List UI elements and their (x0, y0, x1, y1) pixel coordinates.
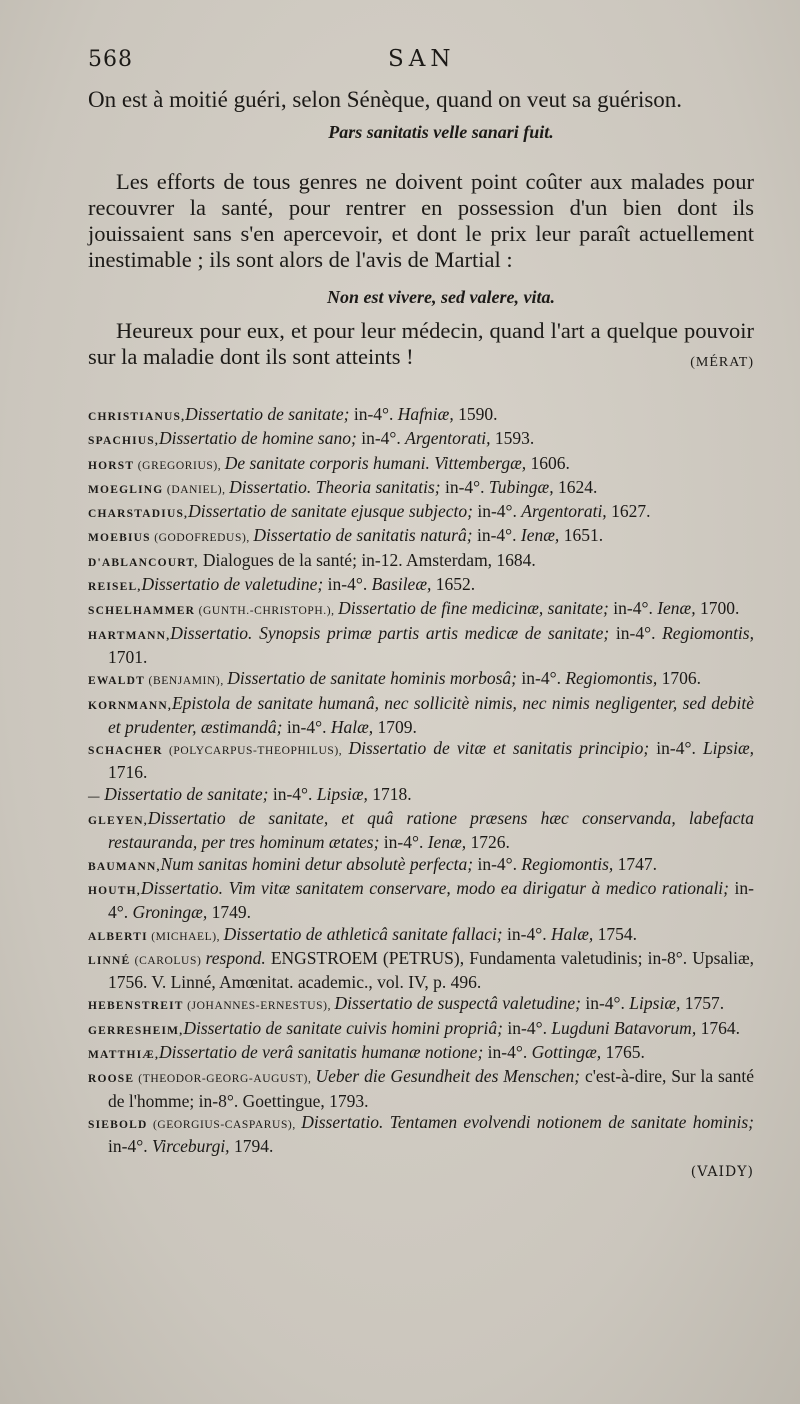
entry-place: Halæ, (330, 716, 374, 737)
bibliography-entry (88, 1112, 754, 1158)
entry-year: 1627. (606, 501, 651, 522)
entry-place: Regiomontis, (662, 622, 754, 643)
entry-author: HARTMANN, (88, 629, 171, 642)
entry-author: SIEBOLD (88, 1118, 148, 1131)
entry-author: ROOSE (88, 1073, 135, 1086)
bibliography-entry (88, 693, 754, 739)
entry-title: Dissertatio de sanitate, et quâ ratione præsens hæc conservanda, labefacta restauranda, per tres hominum ætates; (108, 808, 754, 853)
entry-details: in-4°. (502, 923, 551, 944)
entry-title: Dissertatio de verâ sanitatis humanæ notione; (159, 1042, 484, 1063)
entry-place: Gottingæ, (531, 1042, 602, 1063)
entry-year: 1726. (466, 832, 510, 853)
entry-details: in-4°. (609, 622, 663, 643)
entry-year: 1757. (680, 993, 725, 1014)
entry-details: in-4°. (483, 1042, 532, 1063)
page-header (88, 46, 754, 86)
entry-details: in-4°. (268, 783, 317, 804)
entry-title: Ueber die Gesundheit des Menschen; (315, 1066, 581, 1087)
entry-author: BAUMANN, (88, 860, 161, 873)
entry-title: Dissertatio de sanitate; (104, 783, 269, 804)
entry-title: Dissertatio de fine medicinæ, sanitate; (338, 598, 609, 619)
author-signature-vaidy: (VAIDY) (690, 1163, 754, 1180)
entry-details: in-4°. (503, 1017, 552, 1038)
entry-author-given: (THEODOR-GEORG-AUGUST), (134, 1073, 316, 1086)
entry-place: Tubingæ, (488, 476, 554, 497)
entry-title: Dissertatio. Vim vitæ sanitatem conservare, modo ea dirigatur à medico rationali; (140, 877, 729, 898)
entry-place: Lugduni Batavorum, (551, 1017, 697, 1038)
entry-place: Hafniæ, (397, 404, 454, 424)
entry-year: 1652. (431, 574, 476, 595)
entry-details: in-4°. (349, 404, 398, 424)
entry-author: GERRESHEIM, (88, 1024, 184, 1037)
entry-author-given: (CAROLUS) (130, 954, 206, 967)
entry-year: 1764. (696, 1017, 740, 1038)
entry-author: CHARSTADIUS, (88, 508, 189, 521)
entry-details: in-4°. (323, 574, 372, 595)
entry-details: in-4°. (580, 993, 630, 1014)
entry-author: MOEBIUS (88, 532, 151, 545)
entry-author: SCHACHER (88, 745, 163, 758)
bibliography-entry (88, 738, 754, 784)
entry-details: in-4°. (282, 716, 331, 737)
entry-details: in-4°. (356, 428, 406, 449)
latin-maxim-seneca: Pars sanitatis velle sanari fuit. (328, 122, 554, 142)
entry-year: 1606. (526, 452, 570, 473)
bibliography-entry (88, 404, 754, 428)
bibliography-entry (88, 948, 754, 994)
bibliography-entry (88, 428, 754, 452)
entry-place: Regiomontis, (521, 853, 614, 874)
entry-details: Dialogues de la santé; in-12. Amsterdam, 1684. (198, 549, 536, 570)
bibliography-entry (88, 453, 754, 477)
running-head: SAN (388, 46, 456, 72)
entry-details: in-4°. (108, 1136, 152, 1157)
paragraph-heureux-text: Heureux pour eux, et pour leur médecin, quand l'art a quelque pouvoir sur la maladie dont ils sont atteints ! (88, 318, 754, 369)
entry-details: in-4°. (473, 853, 522, 874)
entry-author: KORNMANN, (88, 699, 172, 712)
bibliography-entry (88, 993, 754, 1017)
entry-place: Virceburgi, (151, 1136, 230, 1157)
bibliography-entry (88, 1042, 754, 1066)
entry-title: Dissertatio de athleticâ sanitate fallaci; (223, 923, 503, 944)
entry-author-given: (BENJAMIN), (145, 675, 228, 688)
bibliography-entry (88, 477, 754, 501)
entry-title: Dissertatio. Synopsis primæ partis artis medicæ de sanitate; (170, 622, 610, 643)
entry-details: in-4°. (379, 832, 428, 853)
entry-author: CHRISTIANUS, (88, 411, 186, 423)
paragraph-heureux (88, 318, 754, 370)
entry-details: in-4°. (517, 668, 566, 689)
entry-title: Dissertatio de homine sano; (158, 428, 357, 449)
bibliography-entry (88, 878, 754, 924)
entry-year: 1709. (373, 716, 417, 737)
bibliography-entry (88, 854, 754, 878)
paragraph-heureux-block (88, 318, 754, 376)
bibliography-entry (88, 808, 754, 854)
entry-title: Dissertatio de sanitate; (185, 404, 350, 424)
entry-title: Dissertatio de sanitatis naturâ; (253, 525, 473, 546)
paragraph-efforts: Les efforts de tous genres ne doivent point coûter aux malades pour recouvrer la santé, pour rentrer en possession d'un bien dont ils jouissaient sans s'en apercevoir, et dont le prix leur paraît actuellement inestimable ; ils sont alors de l'avis de Martial : (88, 169, 754, 272)
entry-details: in-4°. (472, 501, 522, 522)
entry-place: Ienæ, (427, 832, 467, 853)
entry-author: REISEL, (88, 581, 142, 594)
entry-title: Dissertatio de sanitate hominis morbosâ; (227, 668, 518, 689)
entry-title: Dissertatio de sanitate ejusque subjecto; (188, 501, 473, 522)
bibliography-entry (88, 1018, 754, 1042)
entry-title: Dissertatio de sanitate cuivis homini propriâ; (183, 1017, 503, 1038)
entry-year: 1749. (207, 902, 251, 923)
entry-author: HORST (88, 459, 135, 472)
entry-author: MOEGLING (88, 483, 164, 496)
bibliography-entry (88, 501, 754, 525)
page-number: 568 (88, 47, 133, 72)
entry-author-given: (JOHANNES-ERNESTUS), (183, 1000, 335, 1013)
entry-year: 1700. (695, 598, 740, 619)
entry-year: 1590. (453, 404, 498, 424)
entry-details: in-4°. (472, 525, 521, 546)
bibliography-entry (88, 525, 754, 549)
bibliography-entry (88, 623, 754, 669)
entry-author: EWALDT (88, 675, 146, 688)
entry-title: De sanitate corporis humani. (224, 452, 430, 473)
entry-year: 1706. (657, 668, 701, 689)
entry-author-given: (GUNTH.-CHRISTOPH.), (195, 605, 339, 618)
entry-place: Lipsiæ, (702, 738, 755, 759)
entry-year: 1624. (553, 476, 598, 497)
entry-details: ENGSTROEM (PETRUS), Fundamenta valetudinis; in-8°. Upsaliæ, 1756. V. Linné, Amœnitat. academic., vol. IV, p. 496. (108, 947, 754, 993)
entry-author: ALBERTI (88, 930, 148, 943)
entry-year: 1718. (367, 783, 412, 804)
entry-place: Lipsiæ, (629, 993, 681, 1014)
entry-place: Ienæ, (520, 525, 560, 546)
entry-title: Num sanitas homini detur absolutè perfecta; (160, 853, 474, 874)
entry-place: Halæ, (550, 923, 594, 944)
entry-author: HOUTH, (88, 884, 141, 897)
entry-title: Dissertatio de vitæ et sanitatis principio; (348, 738, 650, 759)
entry-year: 1651. (559, 525, 604, 546)
entry-author: SPACHIUS, (88, 435, 159, 448)
entry-year: 1701. (108, 646, 148, 667)
entry-author: HEBENSTREIT (88, 1000, 184, 1013)
entry-details: in-4°. (108, 877, 754, 923)
entry-author-given: (GODOFREDUS), (150, 532, 254, 545)
entry-year: 1747. (613, 853, 658, 874)
entry-author: SCHELHAMMER (88, 605, 196, 618)
entry-year: 1593. (490, 428, 535, 449)
entry-author-given: (POLYCARPUS-THEOPHILUS), (162, 745, 349, 758)
entry-author: MATTHIÆ, (88, 1049, 160, 1062)
entry-place: Groningæ, (132, 902, 208, 923)
latin-maxim-martial: Non est vivere, sed valere, vita. (327, 287, 555, 307)
entry-title: respond. (205, 947, 266, 968)
entry-author: — (88, 790, 101, 803)
bibliography-entry (88, 598, 754, 622)
entry-author: LINNÉ (88, 954, 131, 967)
entry-details: in-4°. (440, 476, 489, 497)
entry-place: Vittembergæ, (434, 452, 527, 473)
entry-author-given: (MICHAEL), (147, 930, 224, 943)
entry-title: Dissertatio de suspectâ valetudine; (334, 993, 581, 1014)
entry-place: Basileæ, (371, 574, 432, 595)
entry-year: 1716. (108, 762, 148, 783)
entry-year: 1794. (229, 1136, 274, 1157)
entry-author-given: (GEORGIUS-CASPARUS), (147, 1118, 302, 1131)
bibliography (88, 404, 754, 1158)
entry-title: Dissertatio. Theoria sanitatis; (229, 476, 441, 497)
entry-author-given: (DANIEL), (163, 483, 230, 496)
bibliography-entry (88, 1066, 754, 1112)
entry-place: Lipsiæ, (316, 783, 368, 804)
entry-title: Dissertatio. Tentamen evolvendi notionem de sanitate hominis; (301, 1111, 754, 1132)
intro-paragraph: On est à moitié guéri, selon Sénèque, quand on veut sa guérison. (88, 87, 683, 112)
entry-place: Argentorati, (521, 501, 607, 522)
bibliography-entry (88, 550, 754, 574)
entry-details: in-4°. (608, 598, 658, 619)
entry-year: 1765. (601, 1042, 645, 1063)
bibliography-entry (88, 924, 754, 948)
bibliography-entry (88, 784, 754, 808)
author-signature-merat: (MÉRAT) (690, 355, 754, 370)
entry-place: Ienæ, (657, 598, 696, 619)
entry-title: Epistola de sanitate humanâ, nec sollicitè nimis, nec nimis negligenter, sed debitè et prudenter, æstimandâ; (108, 692, 754, 737)
entry-place: Regiomontis, (565, 668, 658, 689)
entry-year: 1754. (593, 923, 638, 944)
bibliography-entry (88, 574, 754, 598)
entry-details: c'est-à-dire, Sur la santé de l'homme; in-8°. Goettingue, 1793. (108, 1066, 754, 1111)
entry-title: Dissertatio de valetudine; (141, 574, 324, 595)
entry-place: Argentorati, (405, 428, 491, 449)
entry-author: D'ABLANCOURT, (88, 556, 199, 569)
entry-author: GLEYEN, (88, 815, 148, 828)
entry-details: in-4°. (649, 738, 703, 759)
bibliography-entry (88, 668, 754, 692)
entry-author-given: (GREGORIUS), (134, 459, 225, 472)
